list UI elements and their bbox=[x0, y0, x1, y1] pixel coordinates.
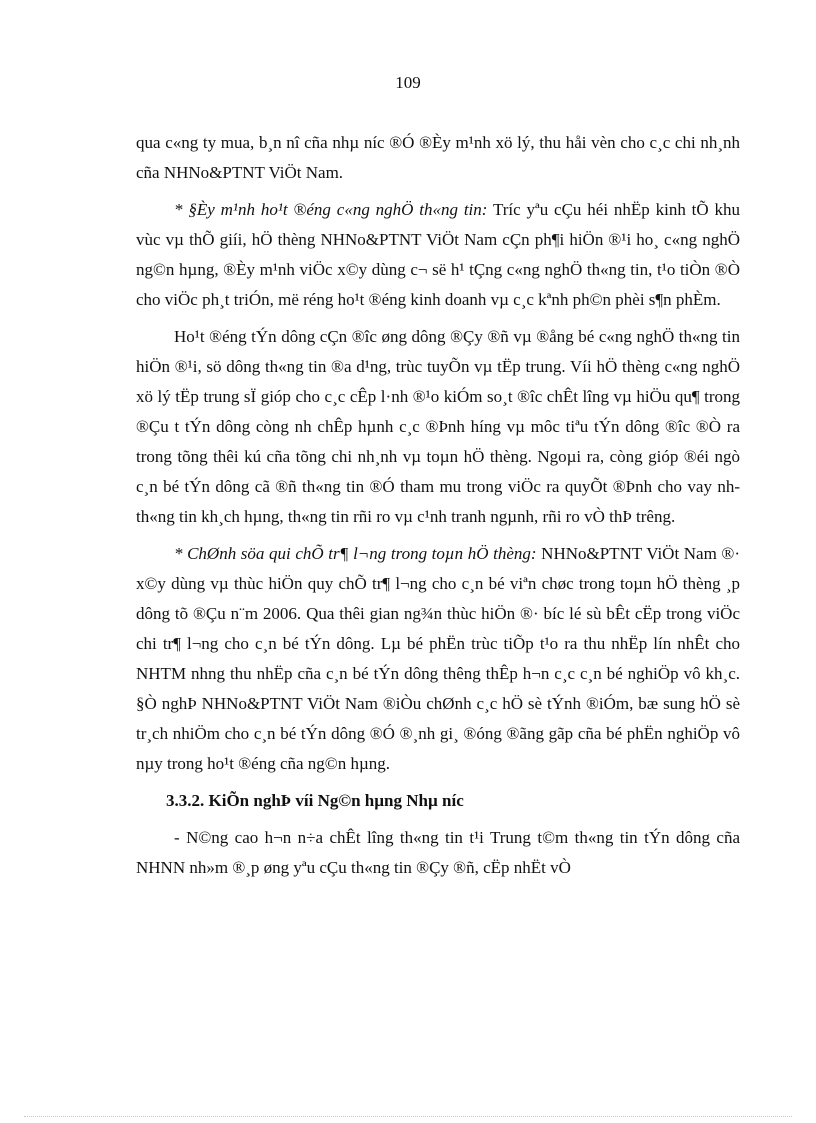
page-body bbox=[136, 128, 740, 883]
section-heading: 3.3.2. KiÕn nghÞ víi Ng©n hµng Nhµ níc bbox=[166, 791, 464, 810]
page-bottom-divider bbox=[24, 1116, 792, 1117]
paragraph-it-upgrade-body: Tríc yªu cÇu héi nhËp kinh tÕ khu vùc vµ thÕ giíi, hÖ thèng NHNo&PTNT ViÖt Nam cÇn ph¶i hiÖn ®¹i ho¸ c«ng nghÖ ng©n hµng, ®Èy m¹nh viÖc x©y dùng c¬ së h¹ tÇng c«ng nghÖ th«ng tin, t¹o tiÒn ®Ò cho viÖc ph¸t triÓn, më réng ho¹t ®éng kinh doanh vµ c¸c kªnh ph©n phèi s¶n phÈm. bbox=[136, 200, 740, 309]
paragraph-it-upgrade bbox=[136, 195, 740, 315]
paragraph-asset-resolution: qua c«ng ty mua, b¸n nî cña nhµ níc ®Ó ®Èy m¹nh xö lý, thu håi vèn cho c¸c chi nh¸nh cña NHNo&PTNT ViÖt Nam. bbox=[136, 133, 740, 182]
page-number: 109 bbox=[395, 73, 421, 92]
paragraph-credit-it: Ho¹t ®éng tÝn dông cÇn ®îc øng dông ®Çy ®ñ vµ ®ång bé c«ng nghÖ th«ng tin hiÖn ®¹i, sö dông th«ng tin ®a d¹ng, trùc tuyÕn vµ tËp trung. Víi hÖ thèng c«ng nghÖ xö lý tËp trung sÏ gióp cho c¸c cÊp l·nh ®¹o kiÓm so¸t ®îc chÊt lîng vµ hiÖu qu¶ trong ®Çu t tÝn dông còng nh chÊp hµnh c¸c ®Þnh híng vµ môc tiªu tÝn dông ®îc ®Ò ra trong tõng thêi kú cña tõng chi nh¸nh vµ toµn hÖ thèng. Ngoµi ra, còng gióp ®éi ngò c¸n bé tÝn dông cã ®ñ th«ng tin ®Ó tham mu trong viÖc ra quyÕt ®Þnh cho vay nh th«ng tin kh¸ch hµng, th«ng tin rñi ro vµ c¹nh tranh ngµnh, rñi ro vÒ thÞ trêng. bbox=[136, 327, 740, 526]
paragraph-salary-reform-body: NHNo&PTNT ViÖt Nam ®· x©y dùng vµ thùc hiÖn quy chÕ tr¶ l¬ng cho c¸n bé viªn chøc trong toµn hÖ thèng ¸p dông tõ ®Çu n¨m 2006. Qua thêi gian ng¾n thùc hiÖn ®· bíc lé sù bÊt cËp trong viÖc chi tr¶ l¬ng cho c¸n bé tÝn dông. Lµ bé phËn trùc tiÕp t¹o ra thu nhËp lín nhÊt cho NHTM nhng thu nhËp cña c¸n bé tÝn dông thêng thÊp h¬n c¸c c¸n bé nghiÖp vô kh¸c. §Ò nghÞ NHNo&PTNT ViÖt Nam ®iÒu chØnh c¸c hÖ sè tÝnh ®iÓm, bæ sung hÖ sè tr¸ch nhiÖm cho c¸n bé tÝn dông ®Ó ®¸nh gi¸ ®óng ®ãng gãp cña bé phËn nghiÖp vô nµy trong ho¹t ®éng cña ng©n hµng. bbox=[136, 544, 740, 773]
paragraph-salary-reform-lead: * ChØnh söa qui chÕ tr¶ l¬ng trong toµn hÖ thèng: bbox=[174, 544, 537, 563]
paragraph-recommendation: - N©ng cao h¬n n÷a chÊt lîng th«ng tin t¹i Trung t©m th«ng tin tÝn dông cña NHNN nh»m ®¸p øng yªu cÇu th«ng tin ®Çy ®ñ, cËp nhËt vÒ bbox=[136, 828, 740, 877]
paragraph-it-upgrade-lead: * §Èy m¹nh ho¹t ®éng c«ng nghÖ th«ng tin: bbox=[174, 200, 488, 219]
paragraph-salary-reform bbox=[136, 539, 740, 779]
